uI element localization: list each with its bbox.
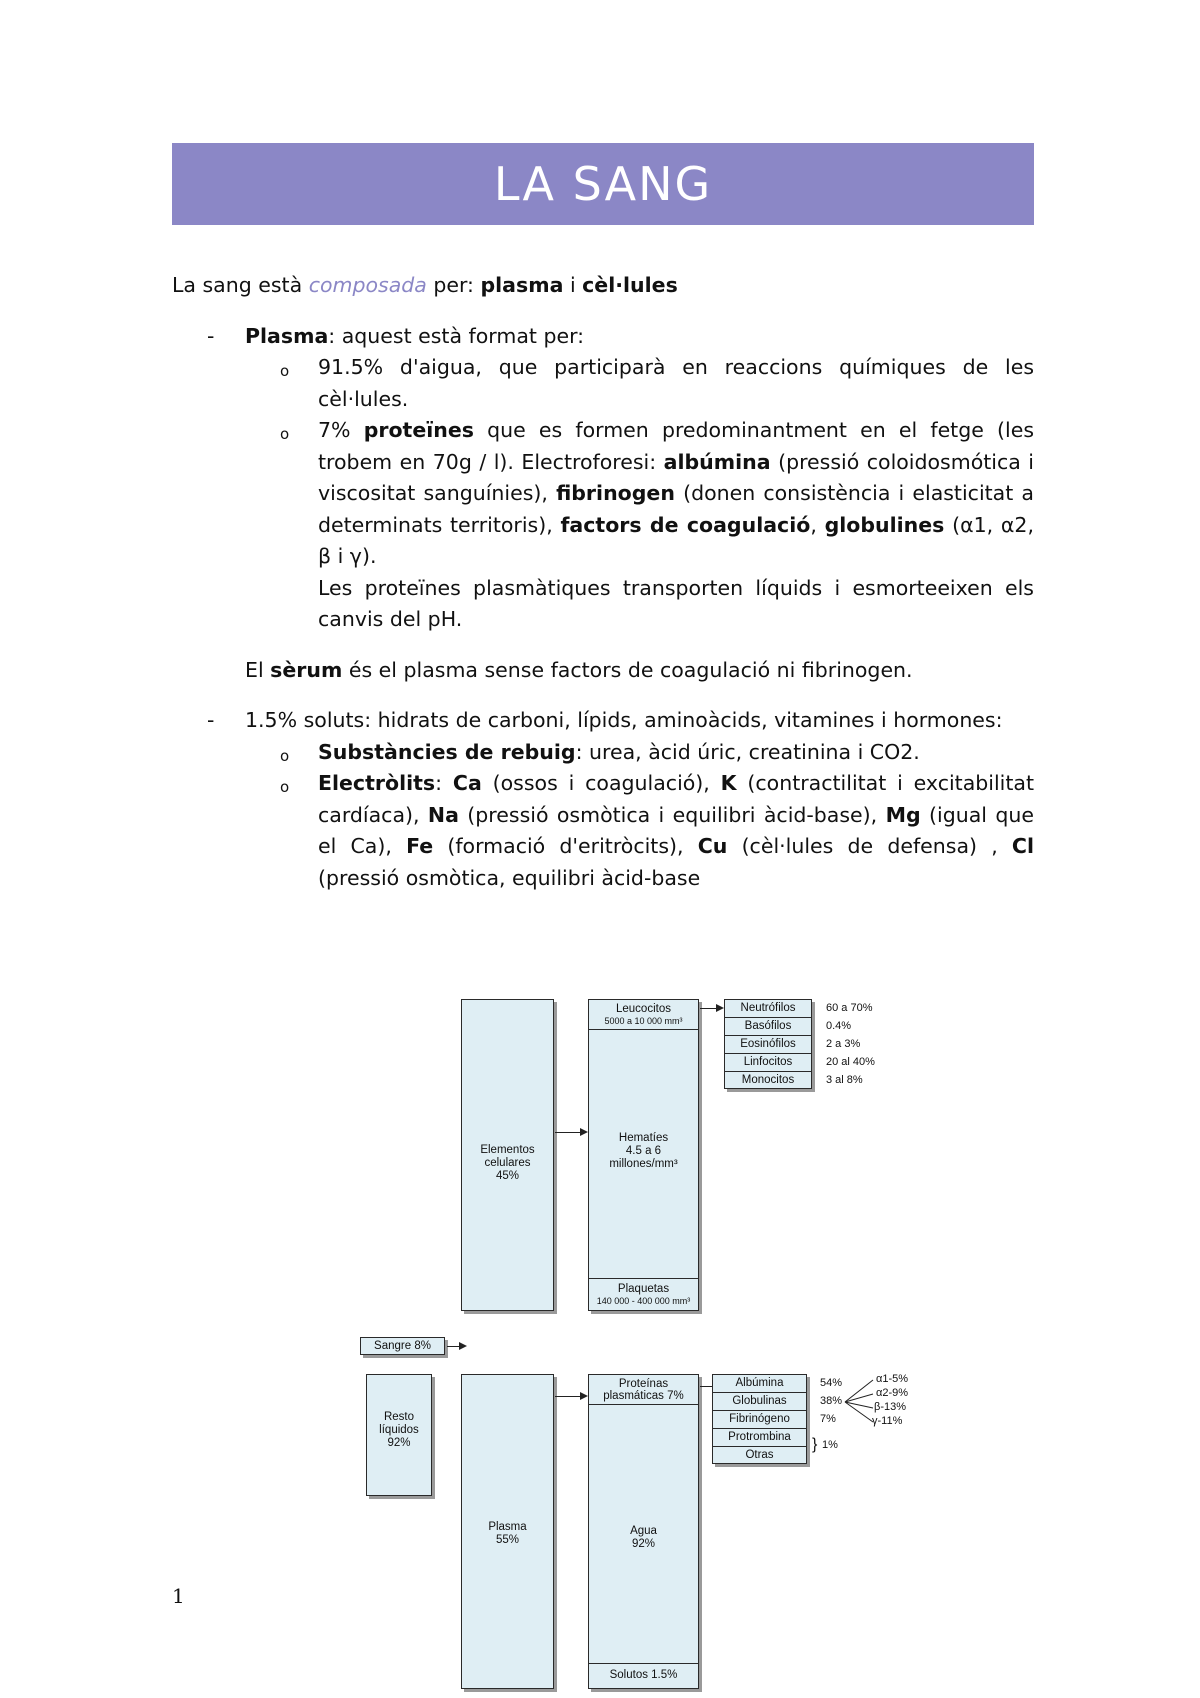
circle-bullet: o <box>280 778 290 796</box>
intro-paragraph <box>172 270 1034 302</box>
item-text: (pressió osmòtica, equilibri àcid-base <box>318 865 701 890</box>
item-text: (contractilitat i excitabilitat cardíaca), <box>318 771 1034 827</box>
intro-text: La sang està <box>172 273 309 297</box>
globulin-fraction: α2-9% <box>876 1387 909 1399</box>
proteinas-cell <box>589 1375 698 1405</box>
item-bold: Cu <box>697 834 728 858</box>
sublist-item-continuation: Les proteïnes plasmàtiques transporten líquids i esmorteeixen els canvis del pH. <box>318 575 1034 631</box>
protein-type-cell: Otras <box>745 1449 774 1461</box>
item-text: (ossos i coagulació), <box>481 771 721 795</box>
item-text: El <box>245 657 271 682</box>
item-bold: Fe <box>406 834 434 858</box>
elementos-label <box>462 1144 553 1183</box>
circle-bullet: o <box>280 362 290 380</box>
proteinas-line: plasmáticas 7% <box>603 1390 684 1402</box>
arrow-icon <box>447 1346 465 1347</box>
plaquetas-line: Plaquetas <box>617 1283 670 1295</box>
leucocitos-cell <box>589 1000 698 1030</box>
protein-type-cell: Protrombina <box>713 1429 806 1447</box>
intro-text: per: <box>426 273 481 297</box>
leuco-type-cell: Eosinófilos <box>725 1036 811 1054</box>
item-text: (α1, α2, β i γ). <box>318 512 1034 568</box>
dash-bullet: - <box>207 708 215 732</box>
globulin-fraction: α1-5% <box>876 1373 909 1385</box>
item-bold: albúmina <box>663 449 771 474</box>
item-text: 7% <box>318 418 364 442</box>
resto-line: 92% <box>387 1437 411 1449</box>
leucocitos-line: Leucocitos <box>616 1003 671 1015</box>
elementos-line: 45% <box>495 1170 520 1182</box>
protein-type-cell: Fibrinógeno <box>713 1411 806 1429</box>
blood-composition-diagram <box>350 990 920 1695</box>
leukocyte-types-table <box>724 999 812 1089</box>
elementos-celulares-box <box>461 999 554 1311</box>
item-text: que es formen predominantment en el fetge (les trobem en 70g / l). Electroforesi: <box>318 418 1034 474</box>
item-text: 1.5% soluts: hidrats de carboni, lípids, aminoàcids, vitamines i hormones: <box>245 708 1003 732</box>
brace-icon: } <box>812 1436 818 1453</box>
item-text: (igual que el Ca), <box>318 802 1034 858</box>
sublist-item-waste <box>172 737 1034 769</box>
item-bold: Substàncies de rebuig <box>318 739 576 764</box>
item-bold: Mg <box>885 802 921 827</box>
page-number: 1 <box>172 1584 185 1608</box>
plaquetas-cell <box>589 1278 698 1310</box>
cells-column <box>588 999 699 1311</box>
plasma-line: Plasma <box>488 1521 527 1533</box>
leuco-type-cell: Linfocitos <box>725 1054 811 1072</box>
elementos-line: Elementos <box>480 1144 535 1156</box>
item-text: : aquest està format per: <box>328 323 585 348</box>
sublist-item-electrolytes <box>172 768 1034 894</box>
agua-line: 92% <box>631 1538 656 1550</box>
item-bold: K <box>720 771 737 795</box>
agua-label <box>589 1525 698 1551</box>
leuco-type-cell: Basófilos <box>725 1018 811 1036</box>
sublist-item-water <box>172 352 1034 415</box>
circle-bullet: o <box>280 746 290 765</box>
leuco-type-cell: Neutrófilos <box>725 1000 811 1018</box>
intro-bold: plasma <box>480 273 564 297</box>
sangre-label: Sangre 8% <box>374 1340 431 1352</box>
dash-bullet: - <box>207 323 215 348</box>
plaquetas-line: 140 000 - 400 000 mm³ <box>596 1296 691 1306</box>
item-text: , <box>810 512 825 537</box>
elementos-line: celulares <box>484 1157 531 1169</box>
list-item-solutes <box>172 705 1034 737</box>
item-text: : <box>435 771 453 795</box>
globulin-fraction: β-13% <box>874 1401 907 1413</box>
arrow-icon <box>700 1008 722 1009</box>
item-bold: globulines <box>824 512 945 537</box>
leuco-type-cell: Monocitos <box>741 1074 795 1086</box>
serum-paragraph <box>172 655 1034 687</box>
item-text: 91.5% d'aigua, que participarà en reaccions químiques de les cèl·lules. <box>318 355 1034 411</box>
arrow-icon <box>555 1132 586 1133</box>
intro-bold: cèl·lules <box>582 273 678 297</box>
resto-line: Resto <box>383 1411 415 1423</box>
globulin-fraction: γ-11% <box>872 1415 903 1427</box>
page-title: LA SANG <box>172 143 1034 225</box>
plasma-column <box>588 1374 699 1689</box>
leuco-pct: 0.4% <box>826 1020 852 1032</box>
protein-pct: 38% <box>820 1395 843 1407</box>
plasma-label <box>462 1521 553 1547</box>
protein-pct: 54% <box>820 1377 843 1389</box>
leuco-pct: 60 a 70% <box>826 1002 873 1014</box>
intro-highlight: composada <box>308 273 427 297</box>
item-text: (formació d'eritròcits), <box>433 834 698 858</box>
sublist-item-proteins <box>172 415 1034 573</box>
circle-bullet: o <box>280 425 290 443</box>
item-bold: factors de coagulació <box>560 512 811 537</box>
protein-types-table <box>712 1374 807 1464</box>
body-text <box>172 270 1034 894</box>
leuco-pct: 2 a 3% <box>826 1038 861 1050</box>
hematies-label <box>589 1132 698 1171</box>
protein-type-cell: Globulinas <box>713 1393 806 1411</box>
plasma-box <box>461 1374 554 1689</box>
item-bold: sèrum <box>270 657 343 682</box>
arrow-icon <box>555 1396 586 1397</box>
item-text: és el plasma sense factors de coagulació ni fibrinogen. <box>342 657 913 682</box>
hematies-line: millones/mm³ <box>609 1158 678 1170</box>
item-text: (pressió osmòtica i equilibri àcid-base), <box>458 802 886 827</box>
hematies-line: 4.5 a 6 <box>625 1145 662 1157</box>
leuco-pct: 3 al 8% <box>826 1074 863 1086</box>
resto-label <box>367 1411 431 1450</box>
item-bold: Cl <box>1011 834 1034 858</box>
item-text: (pressió coloidosmótica i viscositat sanguínies), <box>318 449 1034 505</box>
list-item-plasma <box>172 321 1034 353</box>
sangre-box <box>360 1337 445 1355</box>
intro-text: i <box>563 273 583 297</box>
item-text: (donen consistència i elasticitat a determinats territoris), <box>318 481 1034 537</box>
resto-line: líquidos <box>379 1424 419 1436</box>
protein-pct: 7% <box>820 1413 836 1425</box>
item-text: (cèl·lules de defensa) , <box>727 834 1012 858</box>
agua-line: Agua <box>630 1525 657 1537</box>
plasma-line: 55% <box>495 1534 520 1546</box>
proteinas-line: Proteínas <box>618 1378 669 1390</box>
item-bold: Na <box>427 802 459 827</box>
others-pct: 1% <box>822 1439 838 1451</box>
leuco-pct: 20 al 40% <box>826 1056 875 1068</box>
item-text: : urea, àcid úric, creatinina i CO2. <box>575 739 920 764</box>
item-bold: proteïnes <box>363 418 474 442</box>
hematies-line: Hematíes <box>618 1132 669 1144</box>
item-bold: fibrinogen <box>556 481 675 505</box>
item-bold: Plasma <box>245 323 329 348</box>
item-bold: Electròlits <box>318 771 436 795</box>
protein-type-cell: Albúmina <box>713 1375 806 1393</box>
leucocitos-line: 5000 a 10 000 mm³ <box>604 1016 683 1026</box>
resto-liquidos-box <box>366 1374 432 1496</box>
item-bold: Ca <box>452 771 482 795</box>
solutos-cell: Solutos 1.5% <box>589 1663 698 1688</box>
